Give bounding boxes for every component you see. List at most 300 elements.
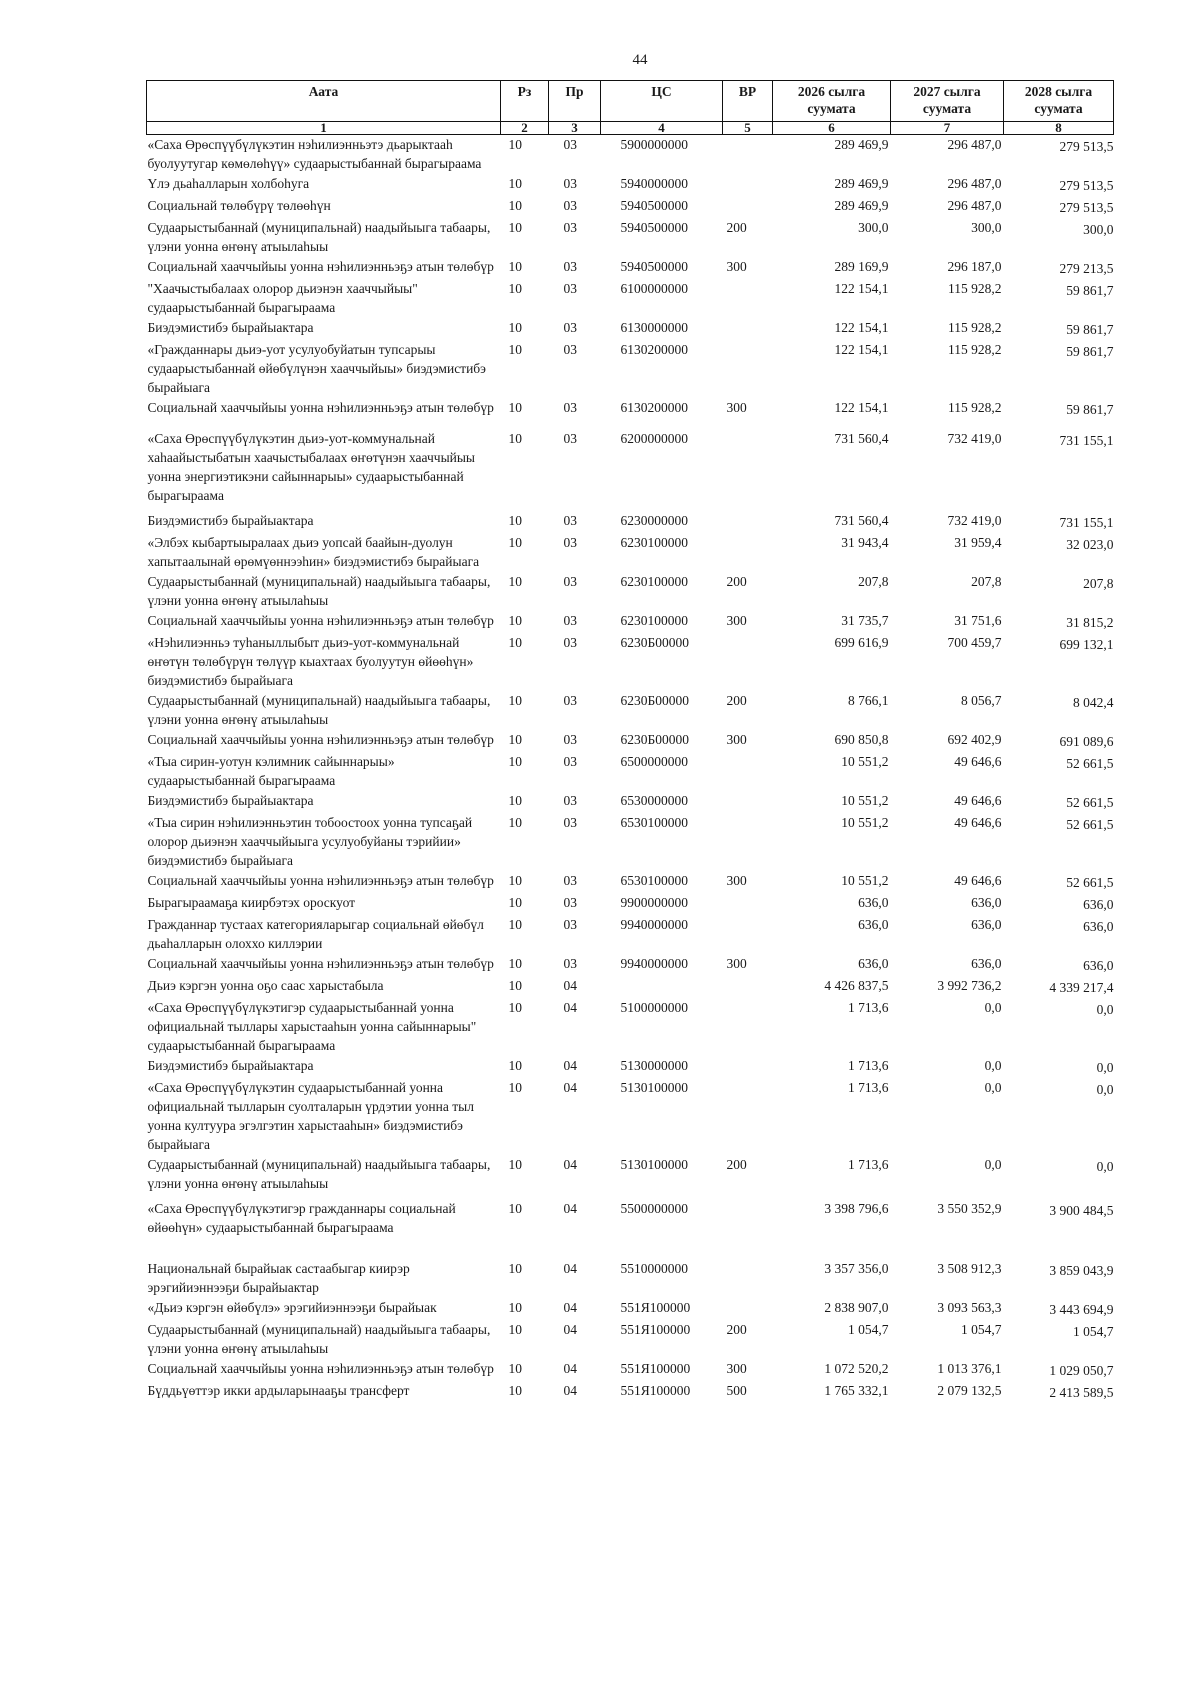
row-cs: 551Я100000 bbox=[620, 1383, 691, 1398]
row-amount-2028: 636,0 bbox=[1083, 958, 1114, 973]
row-name: «Тыа сирин нэһилиэнньэтин тобоостоох уонна тупсаҕай олорор дьиэнэн хааччыйыыга усулуобуйаны тэрийии» биэдэмистибэ бырайыага bbox=[147, 815, 473, 868]
row-cs: 6100000000 bbox=[620, 281, 688, 296]
row-rz: 10 bbox=[508, 693, 522, 708]
row-amount-2027: 0,0 bbox=[984, 1058, 1002, 1073]
row-pr: 03 bbox=[563, 198, 577, 213]
row-rz: 10 bbox=[508, 1261, 522, 1276]
row-amount-2027: 636,0 bbox=[971, 917, 1002, 932]
row-vr bbox=[723, 318, 773, 340]
row-vr bbox=[723, 279, 773, 318]
row-amount-2027: 700 459,7 bbox=[947, 635, 1002, 650]
row-pr: 03 bbox=[563, 342, 577, 357]
row-pr: 04 bbox=[563, 1322, 577, 1337]
row-cs: 6130200000 bbox=[620, 400, 688, 415]
row-amount-2027: 732 419,0 bbox=[947, 431, 1002, 446]
row-cs: 551Я100000 bbox=[620, 1361, 691, 1376]
table-row bbox=[147, 429, 1114, 511]
row-amount-2028: 207,8 bbox=[1083, 576, 1114, 591]
row-amount-2027: 49 646,6 bbox=[954, 873, 1002, 888]
header-rz: Рз bbox=[501, 81, 549, 122]
row-rz: 10 bbox=[508, 513, 522, 528]
table-row bbox=[147, 318, 1114, 340]
row-rz: 10 bbox=[508, 793, 522, 808]
table-header bbox=[147, 81, 1114, 135]
table-row bbox=[147, 533, 1114, 572]
row-amount-2028: 691 089,6 bbox=[1059, 734, 1114, 749]
row-cs: 5940000000 bbox=[620, 176, 688, 191]
row-pr: 03 bbox=[563, 754, 577, 769]
row-pr: 04 bbox=[563, 1201, 577, 1216]
row-amount-2026: 10 551,2 bbox=[841, 815, 889, 830]
table-row bbox=[147, 1359, 1114, 1381]
row-amount-2028: 279 513,5 bbox=[1059, 200, 1114, 215]
table-row bbox=[147, 871, 1114, 893]
row-amount-2028: 0,0 bbox=[1096, 1082, 1114, 1097]
row-vr: 200 bbox=[726, 1322, 747, 1337]
row-cs: 551Я100000 bbox=[620, 1322, 691, 1337]
row-vr bbox=[723, 511, 773, 533]
row-cs: 6230Б00000 bbox=[620, 693, 690, 708]
row-cs bbox=[601, 976, 723, 998]
table-row bbox=[147, 893, 1114, 915]
row-amount-2027: 115 928,2 bbox=[948, 320, 1002, 335]
row-pr: 03 bbox=[563, 281, 577, 296]
row-vr bbox=[723, 135, 773, 175]
table-row bbox=[147, 135, 1114, 175]
row-pr: 04 bbox=[563, 1000, 577, 1015]
row-vr bbox=[723, 196, 773, 218]
row-name: «Элбэх кыбартыыралаах дьиэ уопсай баайын-дуолун хапытаалынай өрөмүөннээһин» биэдэмистибэ бырайыага bbox=[147, 535, 480, 569]
row-rz: 10 bbox=[508, 978, 522, 993]
row-cs: 6530100000 bbox=[620, 873, 688, 888]
row-cs: 5510000000 bbox=[620, 1261, 688, 1276]
row-amount-2026: 1 765 332,1 bbox=[824, 1383, 889, 1398]
row-vr bbox=[723, 1259, 773, 1298]
row-vr: 200 bbox=[726, 220, 747, 235]
row-amount-2028: 279 213,5 bbox=[1059, 261, 1114, 276]
row-name: «Саха Өрөспүүбүлүкэтин дьиэ-уот-коммунальнай хаһаайыстыбатын хаачыстыбалаах өҥөтүнэн хааччыйыы уонна энергиэтикэни сайыннарыы» судаарыстыбаннай бырагыраама bbox=[147, 431, 476, 503]
row-cs: 6530000000 bbox=[620, 793, 688, 808]
row-name: «Саха Өрөспүүбүлүкэтин нэһилиэнньэтэ дьарыктааһ буолуутугар көмөлөһүү» судаарыстыбаннай бырагыраама bbox=[147, 137, 482, 171]
row-amount-2027: 296 487,0 bbox=[947, 137, 1002, 152]
row-amount-2026: 122 154,1 bbox=[834, 320, 889, 335]
row-pr: 03 bbox=[563, 793, 577, 808]
table-row bbox=[147, 196, 1114, 218]
row-vr: 300 bbox=[726, 956, 747, 971]
row-rz: 10 bbox=[508, 873, 522, 888]
row-pr: 03 bbox=[563, 613, 577, 628]
row-vr bbox=[723, 752, 773, 791]
row-pr: 04 bbox=[563, 1361, 577, 1376]
header-vr: ВР bbox=[723, 81, 773, 122]
row-amount-2026: 10 551,2 bbox=[841, 793, 889, 808]
row-rz: 10 bbox=[508, 220, 522, 235]
row-amount-2028: 0,0 bbox=[1096, 1002, 1114, 1017]
row-amount-2027: 115 928,2 bbox=[948, 342, 1002, 357]
row-name: Гражданнар тустаах категорияларыгар социальнай өйөбүл дьаһалларын олоххо киллэрии bbox=[147, 917, 484, 951]
header-number: 2 bbox=[501, 122, 549, 135]
row-amount-2027: 8 056,7 bbox=[961, 693, 1002, 708]
row-rz: 10 bbox=[508, 320, 522, 335]
table-row bbox=[147, 1056, 1114, 1078]
row-amount-2026: 122 154,1 bbox=[834, 281, 889, 296]
table-row bbox=[147, 1259, 1114, 1298]
row-amount-2028: 52 661,5 bbox=[1066, 875, 1114, 890]
row-amount-2026: 3 398 796,6 bbox=[824, 1201, 889, 1216]
row-amount-2026: 2 838 907,0 bbox=[824, 1300, 889, 1315]
table-row bbox=[147, 257, 1114, 279]
header-name: Аата bbox=[147, 81, 501, 122]
row-amount-2026: 289 469,9 bbox=[834, 137, 889, 152]
header-year-2028: 2028 сылга суумата bbox=[1004, 81, 1114, 122]
row-pr: 03 bbox=[563, 732, 577, 747]
row-amount-2028: 52 661,5 bbox=[1066, 756, 1114, 771]
row-amount-2027: 49 646,6 bbox=[954, 815, 1002, 830]
row-amount-2026: 699 616,9 bbox=[834, 635, 889, 650]
row-cs: 6530100000 bbox=[620, 815, 688, 830]
row-vr: 300 bbox=[726, 873, 747, 888]
row-amount-2028: 3 900 484,5 bbox=[1049, 1203, 1114, 1218]
table-row bbox=[147, 915, 1114, 954]
row-amount-2028: 279 513,5 bbox=[1059, 139, 1114, 154]
row-cs: 6230Б00000 bbox=[620, 732, 690, 747]
row-amount-2027: 1 054,7 bbox=[961, 1322, 1002, 1337]
header-year-2026: 2026 сылга суумата bbox=[773, 81, 891, 122]
row-pr: 04 bbox=[563, 1157, 577, 1172]
row-cs: 6230Б00000 bbox=[620, 635, 690, 650]
row-cs: 6130200000 bbox=[620, 342, 688, 357]
header-number: 6 bbox=[773, 122, 891, 135]
row-name: Судаарыстыбаннай (муниципальнай) наадыйыыга табаары, үлэни уонна өҥөнү атыылаһыы bbox=[147, 574, 491, 608]
row-name: Биэдэмистибэ бырайыактара bbox=[147, 320, 314, 335]
row-amount-2026: 289 169,9 bbox=[834, 259, 889, 274]
row-amount-2027: 296 487,0 bbox=[947, 198, 1002, 213]
row-rz: 10 bbox=[508, 1361, 522, 1376]
row-amount-2027: 0,0 bbox=[984, 1157, 1002, 1172]
row-rz: 10 bbox=[508, 1383, 522, 1398]
row-rz: 10 bbox=[508, 917, 522, 932]
row-rz: 10 bbox=[508, 732, 522, 747]
table-row bbox=[147, 1320, 1114, 1359]
row-vr bbox=[723, 1078, 773, 1155]
table-row bbox=[147, 791, 1114, 813]
table-row bbox=[147, 279, 1114, 318]
header-number: 7 bbox=[891, 122, 1004, 135]
row-amount-2026: 1 713,6 bbox=[848, 1000, 889, 1015]
row-name: Социальнай хааччыйыы уонна нэһилиэнньэҕэ атын төлөбүр bbox=[147, 732, 494, 747]
row-vr bbox=[723, 998, 773, 1056]
row-name: Национальнай бырайыак састаабыгар киирэр эрэгийиэннээҕи бырайыактар bbox=[147, 1261, 410, 1295]
row-amount-2028: 636,0 bbox=[1083, 897, 1114, 912]
row-cs: 5940500000 bbox=[620, 220, 688, 235]
row-pr: 03 bbox=[563, 693, 577, 708]
row-amount-2028: 3 443 694,9 bbox=[1049, 1302, 1114, 1317]
row-pr: 03 bbox=[563, 917, 577, 932]
row-amount-2028: 59 861,7 bbox=[1066, 344, 1114, 359]
row-amount-2027: 296 487,0 bbox=[947, 176, 1002, 191]
row-amount-2027: 49 646,6 bbox=[954, 754, 1002, 769]
row-rz: 10 bbox=[508, 535, 522, 550]
row-pr: 03 bbox=[563, 815, 577, 830]
row-amount-2026: 4 426 837,5 bbox=[824, 978, 889, 993]
row-name: Биэдэмистибэ бырайыактара bbox=[147, 793, 314, 808]
row-cs: 5130100000 bbox=[620, 1080, 688, 1095]
row-amount-2027: 3 093 563,3 bbox=[937, 1300, 1002, 1315]
row-amount-2026: 31 943,4 bbox=[841, 535, 889, 550]
row-amount-2026: 636,0 bbox=[858, 917, 889, 932]
row-amount-2027: 3 992 736,2 bbox=[937, 978, 1002, 993]
row-name: Бырагыраамаҕа киирбэтэх ороскуот bbox=[147, 895, 356, 910]
row-amount-2028: 31 815,2 bbox=[1066, 615, 1114, 630]
row-vr: 300 bbox=[726, 1361, 747, 1376]
row-pr: 04 bbox=[563, 1261, 577, 1276]
table-row bbox=[147, 998, 1114, 1056]
row-name: Судаарыстыбаннай (муниципальнай) наадыйыыга табаары, үлэни уонна өҥөнү атыылаһыы bbox=[147, 220, 491, 254]
row-name: Биэдэмистибэ бырайыактара bbox=[147, 1058, 314, 1073]
row-amount-2028: 699 132,1 bbox=[1059, 637, 1114, 652]
row-pr: 04 bbox=[563, 1300, 577, 1315]
row-name: Судаарыстыбаннай (муниципальнай) наадыйыыга табаары, үлэни уонна өҥөнү атыылаһыы bbox=[147, 1322, 491, 1356]
row-vr bbox=[723, 1298, 773, 1320]
row-cs: 9940000000 bbox=[620, 917, 688, 932]
row-rz: 10 bbox=[508, 895, 522, 910]
row-amount-2028: 59 861,7 bbox=[1066, 402, 1114, 417]
table-row bbox=[147, 976, 1114, 998]
row-amount-2026: 10 551,2 bbox=[841, 873, 889, 888]
row-vr: 300 bbox=[726, 732, 747, 747]
row-vr bbox=[723, 791, 773, 813]
row-pr: 03 bbox=[563, 535, 577, 550]
row-pr: 03 bbox=[563, 635, 577, 650]
row-amount-2028: 4 339 217,4 bbox=[1049, 980, 1114, 995]
row-rz: 10 bbox=[508, 1000, 522, 1015]
row-rz: 10 bbox=[508, 281, 522, 296]
row-amount-2028: 1 054,7 bbox=[1073, 1324, 1114, 1339]
row-name: Судаарыстыбаннай (муниципальнай) наадыйыыга табаары, үлэни уонна өҥөнү атыылаһыы bbox=[147, 1157, 491, 1191]
row-vr: 500 bbox=[726, 1383, 747, 1398]
row-amount-2028: 731 155,1 bbox=[1059, 433, 1114, 448]
row-pr: 03 bbox=[563, 259, 577, 274]
table-row bbox=[147, 691, 1114, 730]
row-rz: 10 bbox=[508, 137, 522, 152]
header-cs: ЦС bbox=[601, 81, 723, 122]
row-name: Социальнай хааччыйыы уонна нэһилиэнньэҕэ атын төлөбүр bbox=[147, 259, 494, 274]
row-pr: 03 bbox=[563, 431, 577, 446]
row-cs: 5130000000 bbox=[620, 1058, 688, 1073]
row-name: Үлэ дьаһалларын холбоһуга bbox=[147, 176, 310, 191]
table-row bbox=[147, 1199, 1114, 1259]
row-rz: 10 bbox=[508, 431, 522, 446]
row-cs: 6230100000 bbox=[620, 613, 688, 628]
table-row bbox=[147, 1381, 1114, 1403]
row-cs: 6200000000 bbox=[620, 431, 688, 446]
row-vr bbox=[723, 1199, 773, 1259]
row-cs: 5940500000 bbox=[620, 198, 688, 213]
row-rz: 10 bbox=[508, 1300, 522, 1315]
row-name: Биэдэмистибэ бырайыактара bbox=[147, 513, 314, 528]
row-amount-2028: 52 661,5 bbox=[1066, 795, 1114, 810]
row-pr: 04 bbox=[563, 1383, 577, 1398]
row-amount-2027: 3 508 912,3 bbox=[937, 1261, 1002, 1276]
row-cs: 9900000000 bbox=[620, 895, 688, 910]
row-vr: 200 bbox=[726, 693, 747, 708]
row-name: «Тыа сирин-уотун кэлимник сайыннарыы» судаарыстыбаннай бырагыраама bbox=[147, 754, 395, 788]
row-pr: 03 bbox=[563, 400, 577, 415]
row-rz: 10 bbox=[508, 574, 522, 589]
row-cs: 5900000000 bbox=[620, 137, 688, 152]
row-amount-2026: 300,0 bbox=[858, 220, 889, 235]
table-row bbox=[147, 340, 1114, 398]
row-amount-2028: 300,0 bbox=[1083, 222, 1114, 237]
row-cs: 5940500000 bbox=[620, 259, 688, 274]
table-row bbox=[147, 633, 1114, 691]
row-name: Социальнай хааччыйыы уонна нэһилиэнньэҕэ атын төлөбүр bbox=[147, 1361, 494, 1376]
header-number: 5 bbox=[723, 122, 773, 135]
row-rz: 10 bbox=[508, 176, 522, 191]
row-rz: 10 bbox=[508, 754, 522, 769]
row-vr: 300 bbox=[726, 259, 747, 274]
row-rz: 10 bbox=[508, 400, 522, 415]
table-row bbox=[147, 174, 1114, 196]
row-name: Бүддьүөттэр икки ардыларынааҕы трансферт bbox=[147, 1383, 410, 1398]
row-cs: 551Я100000 bbox=[620, 1300, 691, 1315]
row-amount-2028: 3 859 043,9 bbox=[1049, 1263, 1114, 1278]
row-cs: 6500000000 bbox=[620, 754, 688, 769]
row-amount-2026: 289 469,9 bbox=[834, 176, 889, 191]
table-row bbox=[147, 752, 1114, 791]
row-vr: 300 bbox=[726, 613, 747, 628]
row-name: Социальнай хааччыйыы уонна нэһилиэнньэҕэ атын төлөбүр bbox=[147, 613, 494, 628]
row-rz: 10 bbox=[508, 259, 522, 274]
row-amount-2026: 122 154,1 bbox=[834, 342, 889, 357]
row-vr bbox=[723, 915, 773, 954]
row-cs: 6230000000 bbox=[620, 513, 688, 528]
row-pr: 04 bbox=[563, 1080, 577, 1095]
row-amount-2028: 32 023,0 bbox=[1066, 537, 1114, 552]
row-amount-2026: 690 850,8 bbox=[834, 732, 889, 747]
row-vr bbox=[723, 174, 773, 196]
row-amount-2027: 31 751,6 bbox=[954, 613, 1002, 628]
row-cs: 6230100000 bbox=[620, 535, 688, 550]
header-year-2027: 2027 сылга суумата bbox=[891, 81, 1004, 122]
row-vr: 300 bbox=[726, 400, 747, 415]
table-body bbox=[147, 135, 1114, 1404]
row-pr: 03 bbox=[563, 220, 577, 235]
row-amount-2028: 0,0 bbox=[1096, 1060, 1114, 1075]
table-row bbox=[147, 572, 1114, 611]
table-row bbox=[147, 1078, 1114, 1155]
row-amount-2026: 1 072 520,2 bbox=[824, 1361, 889, 1376]
row-amount-2027: 636,0 bbox=[971, 956, 1002, 971]
row-vr: 200 bbox=[726, 574, 747, 589]
table-row bbox=[147, 1298, 1114, 1320]
row-amount-2027: 207,8 bbox=[971, 574, 1002, 589]
header-number: 4 bbox=[601, 122, 723, 135]
row-pr: 03 bbox=[563, 513, 577, 528]
row-amount-2028: 59 861,7 bbox=[1066, 322, 1114, 337]
table-row bbox=[147, 1155, 1114, 1199]
row-pr: 03 bbox=[563, 873, 577, 888]
row-rz: 10 bbox=[508, 1058, 522, 1073]
row-name: Социальнай хааччыйыы уонна нэһилиэнньэҕэ атын төлөбүр bbox=[147, 873, 494, 888]
row-vr bbox=[723, 533, 773, 572]
row-pr: 03 bbox=[563, 956, 577, 971]
row-rz: 10 bbox=[508, 1322, 522, 1337]
row-rz: 10 bbox=[508, 1201, 522, 1216]
row-name: «Саха Өрөспүүбүлүкэтин судаарыстыбаннай уонна официальнай тылларын суолталарын үрдэтии уонна тыл уонна култуура эгэлгэтин харыстааһын» биэдэмистибэ бырайыага bbox=[147, 1080, 474, 1152]
row-name: «Саха Өрөспүүбүлүкэтигэр гражданнары социальнай өйөөһүн» судаарыстыбаннай бырагыраама bbox=[147, 1201, 456, 1235]
row-amount-2028: 52 661,5 bbox=[1066, 817, 1114, 832]
row-amount-2028: 279 513,5 bbox=[1059, 178, 1114, 193]
row-vr bbox=[723, 893, 773, 915]
row-vr bbox=[723, 340, 773, 398]
header-number: 8 bbox=[1004, 122, 1114, 135]
row-amount-2028: 1 029 050,7 bbox=[1049, 1363, 1114, 1378]
row-name: Судаарыстыбаннай (муниципальнай) наадыйыыга табаары, үлэни уонна өҥөнү атыылаһыы bbox=[147, 693, 491, 727]
row-pr: 04 bbox=[563, 978, 577, 993]
row-amount-2027: 1 013 376,1 bbox=[937, 1361, 1002, 1376]
header-number: 1 bbox=[147, 122, 501, 135]
row-amount-2027: 115 928,2 bbox=[948, 281, 1002, 296]
row-amount-2028: 0,0 bbox=[1096, 1159, 1114, 1174]
row-rz: 10 bbox=[508, 1080, 522, 1095]
row-pr: 03 bbox=[563, 137, 577, 152]
row-amount-2026: 1 713,6 bbox=[848, 1080, 889, 1095]
row-amount-2027: 636,0 bbox=[971, 895, 1002, 910]
row-cs: 6130000000 bbox=[620, 320, 688, 335]
table-row bbox=[147, 730, 1114, 752]
row-amount-2027: 0,0 bbox=[984, 1000, 1002, 1015]
row-amount-2026: 1 713,6 bbox=[848, 1157, 889, 1172]
row-amount-2026: 10 551,2 bbox=[841, 754, 889, 769]
row-rz: 10 bbox=[508, 635, 522, 650]
row-pr: 03 bbox=[563, 574, 577, 589]
row-vr bbox=[723, 976, 773, 998]
table-row bbox=[147, 398, 1114, 429]
row-amount-2026: 731 560,4 bbox=[834, 431, 889, 446]
row-amount-2026: 3 357 356,0 bbox=[824, 1261, 889, 1276]
row-vr bbox=[723, 1056, 773, 1078]
row-cs: 5130100000 bbox=[620, 1157, 688, 1172]
row-vr bbox=[723, 813, 773, 871]
row-amount-2027: 732 419,0 bbox=[947, 513, 1002, 528]
row-amount-2027: 3 550 352,9 bbox=[937, 1201, 1002, 1216]
budget-table bbox=[146, 80, 1114, 1403]
row-rz: 10 bbox=[508, 956, 522, 971]
table-row bbox=[147, 611, 1114, 633]
row-amount-2028: 2 413 589,5 bbox=[1049, 1385, 1114, 1400]
row-amount-2027: 31 959,4 bbox=[954, 535, 1002, 550]
row-pr: 04 bbox=[563, 1058, 577, 1073]
row-amount-2027: 0,0 bbox=[984, 1080, 1002, 1095]
row-amount-2028: 636,0 bbox=[1083, 919, 1114, 934]
row-pr: 03 bbox=[563, 176, 577, 191]
row-amount-2027: 296 187,0 bbox=[947, 259, 1002, 274]
row-cs: 5100000000 bbox=[620, 1000, 688, 1015]
row-vr bbox=[723, 429, 773, 511]
row-rz: 10 bbox=[508, 342, 522, 357]
row-amount-2027: 49 646,6 bbox=[954, 793, 1002, 808]
table-row bbox=[147, 813, 1114, 871]
row-name: «Гражданнары дьиэ-уот усулуобуйатын тупсарыы судаарыстыбаннай өйөбүлүнэн хааччыйыы» биэдэмистибэ бырайыага bbox=[147, 342, 486, 395]
row-amount-2026: 1 054,7 bbox=[848, 1322, 889, 1337]
row-amount-2028: 59 861,7 bbox=[1066, 283, 1114, 298]
row-rz: 10 bbox=[508, 613, 522, 628]
row-amount-2028: 8 042,4 bbox=[1073, 695, 1114, 710]
row-pr: 03 bbox=[563, 320, 577, 335]
row-amount-2027: 692 402,9 bbox=[947, 732, 1002, 747]
row-cs: 5500000000 bbox=[620, 1201, 688, 1216]
